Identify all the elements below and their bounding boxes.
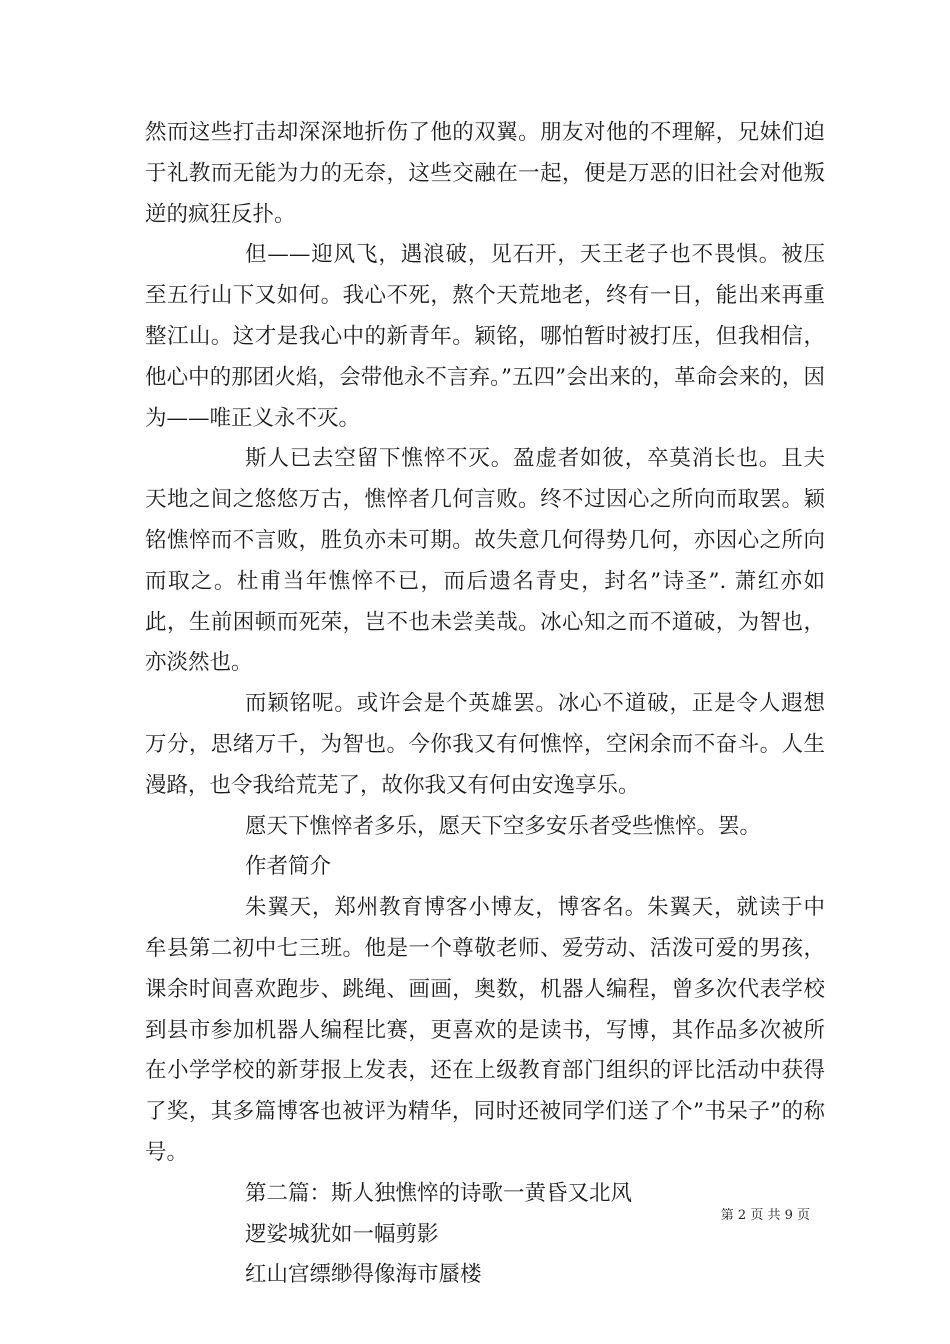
author-intro-text: 朱翼天，郑州教育博客小博友，博客名。朱翼天，就读于中牟县第二初中七三班。他是一个尊敬老师、爱劳动、活泼可爱的男孩，课余时间喜欢跑步、跳绳、画画，奥数，机器人编程，曾多次代表学校到县市参加机器人编程比赛，更喜欢的是读书，写博，其作品多次被所在小学学校的新芽报上发表，还在上级教育部门组织的评比活动中获得了奖，其多篇博客也被评为精华，同时还被同学们送了个”书呆子”的称号。 (145, 895, 825, 1165)
paragraph-3: 斯人已去空留下憔悴不灭。盈虚者如彼，卒莫消长也。且夫天地之间之悠悠万古，憔悴者几何言败。终不过因心之所向而取罢。颖铭憔悴而不言败，胜负亦未可期。故失意几何得势几何，亦因心之所向而取之。杜甫当年憔悴不已，而后遗名青史，封名”诗圣”. 萧红亦如此，生前困顿而死荣，岂不也未尝美哉。冰心知之而不道破，为智也，亦淡然也。 (145, 446, 825, 676)
paragraph-5: 愿天下憔悴者多乐，愿天下空多安乐者受些憔悴。罢。 (245, 813, 762, 839)
poem-line-2: 红山宫缥缈得像海市蜃楼 (245, 1262, 482, 1288)
paragraph-4: 而颖铭呢。或许会是个英雄罢。冰心不道破，正是令人遐想万分，思绪万千，为智也。今你我又有何憔悴，空闲余而不奋斗。人生漫路，也令我给荒芜了，故你我又有何由安逸享乐。 (145, 691, 825, 798)
paragraph-2: 但——迎风飞，遇浪破，见石开，天王老子也不畏惧。被压至五行山下又如何。我心不死，熬个天荒地老，终有一日，能出来再重整江山。这才是我心中的新青年。颖铭，哪怕暂时被打压，但我相信，他心中的那团火焰，会带他永不言弃。”五四”会出来的，革命会来的，因为——唯正义永不灭。 (145, 242, 825, 431)
document-body (145, 113, 825, 1296)
paragraph-1: 然而这些打击却深深地折伤了他的双翼。朋友对他的不理解，兄妹们迫于礼教而无能为力的无奈，这些交融在一起，便是万恶的旧社会对他叛逆的疯狂反扑。 (145, 120, 825, 227)
page-number: 第 2 页 共 9 页 (720, 1208, 810, 1223)
author-intro-heading: 作者简介 (245, 854, 332, 880)
section-two-title: 第二篇：斯人独憔悴的诗歌一黄昏又北风 (245, 1180, 633, 1206)
poem-line-1: 逻娑城犹如一幅剪影 (245, 1221, 439, 1247)
